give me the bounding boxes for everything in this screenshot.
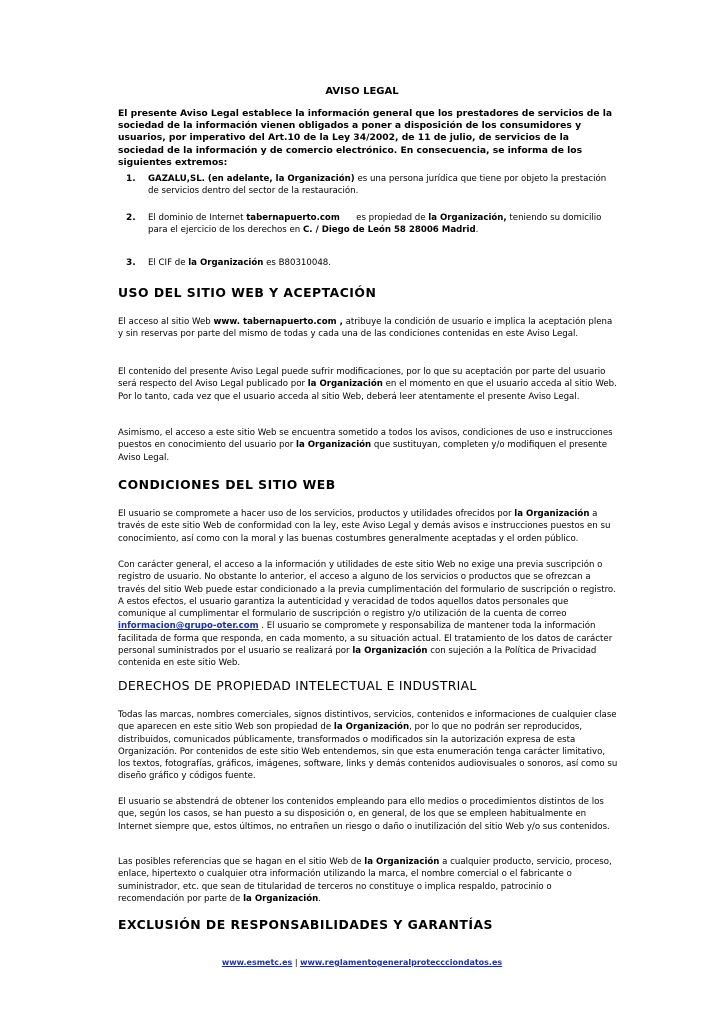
text: . [475,225,479,236]
list-item-3 [118,257,618,269]
text: Con carácter general, el acceso a la información y utilidades de este sitio Web no exige una previa suscripción o registro de usuario. No obstante lo anterior, el acceso a alguno de los servicios o productos que se ofrezcan a través del sitio Web puede estar condicionado a la previa cumplimentación del formulario de suscripción o registro. A estos efectos, el usuario garantiza la autenticidad y veracidad de todos aquellos datos personales que comunique al cumplimentar el formulario de suscripción o registro y/o utilización de la cuenta de correo [118,560,616,620]
list-item-number: 2. [126,213,136,223]
text: teniendo su domicilio para el ejercicio de los derechos en [148,213,602,236]
domain-name: tabernapuerto.com [246,213,340,223]
paragraph [118,709,618,783]
paragraph [118,316,618,341]
bold-text: la Organización [307,379,383,390]
bold-text: la Organización [364,857,440,867]
text: . [318,893,321,904]
paragraph [118,856,618,905]
list-item-text [148,212,618,237]
bold-text: la Organización [188,258,264,268]
text: a través de este sitio Web de conformidad con la ley, este Aviso Legal y demás avisos e instrucciones puestos en su conocimiento, así como con la moral y las buenas costumbres generalmente aceptadas y el orden público. [118,509,611,544]
email-link[interactable]: informacion@grupo-oter.com [118,621,259,632]
list-item-number: 1. [126,174,136,184]
text: en el momento en que el usuario acceda al sitio Web. Por lo tanto, cada vez que el usuario acceda al sitio Web, deberá leer atentamente el presente Aviso Legal. [118,379,617,402]
text: Asimismo, el acceso a este sitio Web se encuentra sometido a todos los avisos, condiciones de uso e instrucciones puestos en conocimiento del usuario por [118,428,613,451]
footer-separator: | [292,958,301,967]
text: que sustituyan, completen y/o modifiquen el presente Aviso Legal. [118,440,607,463]
text: El acceso al sitio Web [118,317,214,327]
bold-text: la Organización [514,509,590,519]
address: C. / Diego de León 58 28006 Madrid [303,225,476,236]
bold-text: la Organización [333,722,410,733]
text: El dominio de Internet [148,213,247,223]
text: El usuario se compromete a hacer uso de los servicios, productos y utilidades ofrecidos por [118,509,515,519]
list-item-1 [118,173,618,198]
section-heading-condiciones: CONDICIONES DEL SITIO WEB [118,477,336,492]
list-item-text [148,257,618,269]
text: Las posibles referencias que se hagan en el sitio Web de [118,857,365,867]
section-heading-derechos: DERECHOS DE PROPIEDAD INTELECTUAL E INDUSTRIAL [118,678,477,693]
text: , por lo que no podrán ser reproducidos, distribuidos, comunicados públicamente, transformados o modificados sin la autorización expresa de esta Organización. Por contenidos de este sitio Web entendemos, sin que esta enumeración tenga carácter limitativo, los textos, fotografías, gráficos, imágenes, software, links y demás contenidos audiovisuales o sonoros, así como su diseño gráfico y códigos fuente. [118,722,618,782]
bold-text: la Organización, [428,213,507,223]
section-heading-exclusion: EXCLUSIÓN DE RESPONSABILIDADES Y GARANTÍAS [118,917,493,932]
text: es propiedad de [339,213,429,223]
list-item-2 [118,212,618,237]
text: es una persona jurídica que tiene por objeto la prestación de servicios dentro del sector de la restauración. [148,174,607,197]
text: es B80310048. [263,258,332,268]
text: a cualquier producto, servicio, proceso, enlace, hipertexto o cualquier otra información utilizando la marca, el nombre comercial o el fabricante o suministrador, etc. que sean de titularidad de terceros no constituye o implica respaldo, patrocinio o recomendación por parte de [118,857,612,904]
text: . El usuario se compromete y responsabiliza de mantener toda la información facilitada de forma que responda, en cada momento, a su situación actual. El tratamiento de los datos de carácter personal suministrados por el usuario se realizará por [118,621,613,657]
text: atribuye la condición de usuario e implica la aceptación plena y sin reservas por parte del mismo de todas y cada una de las condiciones contenidas en este Aviso Legal. [118,317,613,340]
paragraph [118,559,618,670]
text: Todas las marcas, nombres comerciales, signos distintivos, servicios, contenidos e informaciones de cualquier clase que aparecen en este sitio Web son propiedad de [118,710,617,733]
page-footer [0,958,724,967]
bold-text: GAZALU,SL. (en adelante, la Organización) [148,174,355,184]
paragraph [118,796,618,833]
text: El contenido del presente Aviso Legal puede sufrir modificaciones, por lo que su aceptación por parte del usuario será respecto del Aviso Legal publicado por [118,367,606,390]
section-heading-uso: USO DEL SITIO WEB Y ACEPTACIÓN [118,285,377,300]
text: El usuario se abstendrá de obtener los contenidos empleando para ello medios o procedimientos distintos de los que, según los casos, se han puesto a su disposición o, en general, de los que se empleen habitualmente en Internet siempre que, estos últimos, no entrañen un riesgo o daño o inutilización del sitio Web y/o sus contenidos. [118,797,610,832]
paragraph [118,508,618,545]
list-item-text [148,173,618,198]
paragraph [118,427,618,464]
text: con sujeción a la Política de Privacidad contenida en este sitio Web. [118,646,597,669]
document-title: AVISO LEGAL [325,86,399,97]
footer-link-esmetc[interactable]: www.esmetc.es [221,958,293,967]
bold-text: la Organización [296,440,372,451]
website-name: www. tabernapuerto.com , [213,317,343,327]
paragraph [118,366,618,403]
intro-paragraph: El presente Aviso Legal establece la información general que los prestadores de servicios de la sociedad de la información vienen obligados a poner a disposición de los consumidores y usuarios, por imperativo del Art.10 de la Ley 34/2002, de 11 de julio, de servicios de la sociedad de la información y de comercio electrónico. En consecuencia, se informa de los siguientes extremos: [118,108,613,168]
list-item-number: 3. [126,258,136,268]
text: El CIF de [148,258,189,268]
bold-text: la Organización [352,646,428,657]
footer-link-reglamento[interactable]: www.reglamentogeneralproteccciondatos.es [300,958,503,967]
bold-text: la Organización [243,893,319,904]
